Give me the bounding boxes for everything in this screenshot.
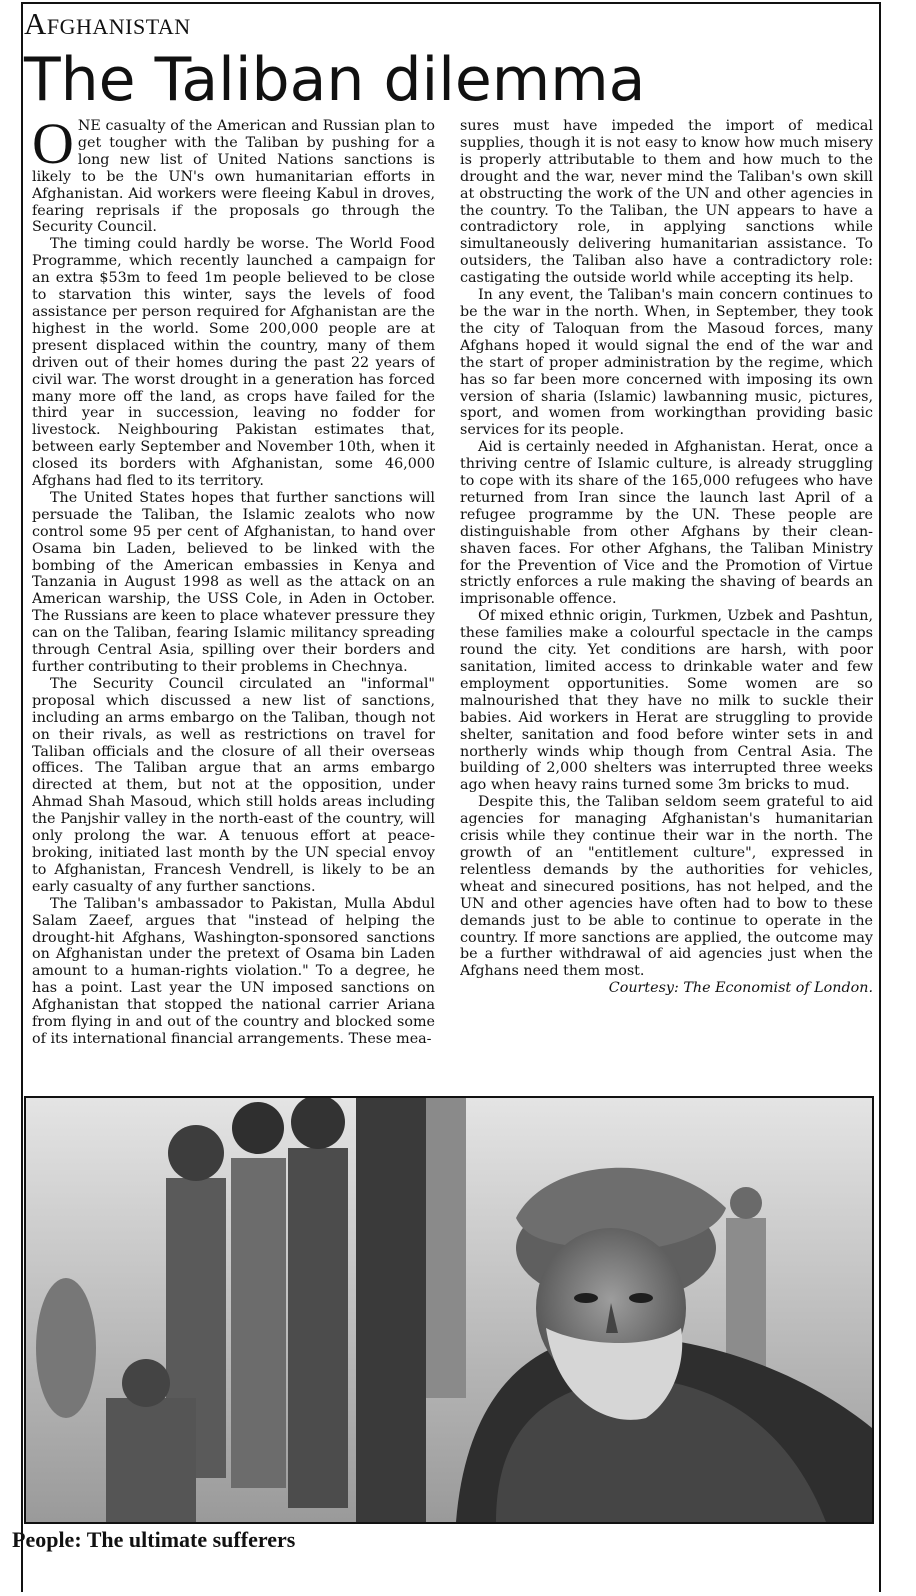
courtesy-credit: Courtesy: The Economist of London. bbox=[608, 980, 873, 997]
news-photo bbox=[24, 1096, 874, 1524]
photo-caption: People: The ultimate sufferers bbox=[12, 1527, 296, 1552]
body-paragraph: The timing could hardly be worse. The World Food Programme, which recently launched a campaign for an extra $53m to feed 1m people believed to be close to starvation this winter, says the levels of food assistance per person required for Afghanistan are the highest in the world. Some 200,000 people are at present displaced within the country, many of them driven out of their homes during the past 22 years of civil war. The worst drought in a generation has forced many more off the land, as crops have failed for the third year in succession, leaving no fodder for livestock. Neighbouring Pakistan estimates that, between early September and November 10th, when it closed its borders with Afghanistan, some 46,000 Afghans had fled to its territory. bbox=[32, 236, 435, 490]
lead-text: NE casualty of the American and Russian plan to get tougher with the Taliban by pushing for a long new list of United Nations sanctions is likely to be the UN's own humanitarian efforts in Afghanistan. Aid workers were fleeing Kabul in droves, fearing reprisals if the proposals go through the Security Council. bbox=[32, 118, 435, 236]
body-paragraph: Of mixed ethnic origin, Turkmen, Uzbek and Pashtun, these families make a colourful spectacle in the camps round the city. Yet conditions are harsh, with poor sanitation, limited access to drinkable water and few employment opportunities. Some women are so malnourished that they have no milk to suckle their babies. Aid workers in Herat are struggling to provide shelter, sanitation and food before winter sets in and northerly winds whip though from Central Asia. The building of 2,000 shelters was interrupted three weeks ago when heavy rains turned some 3m bricks to mud. bbox=[460, 608, 873, 794]
article-column-right bbox=[460, 118, 873, 1093]
headline: The Taliban dilemma bbox=[24, 45, 646, 115]
drop-cap: O bbox=[32, 118, 74, 176]
body-paragraph: Despite this, the Taliban seldom seem grateful to aid agencies for managing Afghanistan's humanitarian crisis while they continue their war in the north. The growth of an "entitlement culture", expressed in relentless demands by the authorities for vehicles, wheat and sinecured positions, has not helped, and the UN and other agencies have often had to bow to these demands just to be able to continue to operate in the country. If more sanctions are applied, the outcome may be a further withdrawal of aid agencies just when the Afghans need them most. bbox=[460, 794, 873, 980]
body-paragraph: The Taliban's ambassador to Pakistan, Mulla Abdul Salam Zaeef, argues that "instead of helping the drought-hit Afghans, Washington-sponsored sanctions on Afghanistan under the pretext of Osama bin Laden amount to a human-rights violation." To a degree, he has a point. Last year the UN imposed sanctions on Afghanistan that stopped the national carrier Ariana from flying in and out of the country and blocked some of its international financial arrangements. These mea- bbox=[32, 895, 435, 1047]
body-paragraph: The United States hopes that further sanctions will persuade the Taliban, the Islamic zealots who now control some 95 per cent of Afghanistan, to hand over Osama bin Laden, believed to be linked with the bombing of the American embassies in Kenya and Tanzania in August 1998 as well as the attack on an American warship, the USS Cole, in Aden in October. The Russians are keen to place whatever pressure they can on the Taliban, fearing Islamic militancy spreading through Central Asia, spilling over their borders and further contributing to their problems in Chechnya. bbox=[32, 489, 435, 675]
body-paragraph: In any event, the Taliban's main concern continues to be the war in the north. When, in September, they took the city of Taloquan from the Masoud forces, many Afghans hoped it would signal the end of the war and the start of proper administration by the regime, which has so far been more concerned with imposing its own version of sharia (Islamic) lawbanning music, pictures, sport, and women from workingthan providing basic services for its people. bbox=[460, 287, 873, 439]
lead-paragraph bbox=[32, 118, 435, 236]
body-paragraph: sures must have impeded the import of medical supplies, though it is not easy to know how much misery is properly attributable to them and how much to the drought and the war, never mind the Taliban's own skill at obstructing the work of the UN and other agencies in the country. To the Taliban, the UN appears to have a contradictory role, in applying sanctions while simultaneously delivering humanitarian assistance. To outsiders, the Taliban also have a contradictory role: castigating the outside world while accepting its help. bbox=[460, 118, 873, 287]
body-paragraph: Aid is certainly needed in Afghanistan. Herat, once a thriving centre of Islamic culture, is already struggling to cope with its share of the 165,000 refugees who have returned from Iran since the launch last April of a refugee programme by the UN. These people are distinguishable from other Afghans by their clean-shaven faces. For other Afghans, the Taliban Ministry for the Prevention of Vice and the Promotion of Virtue strictly enforces a rule making the shaving of beards an imprisonable offence. bbox=[460, 439, 873, 608]
body-paragraph: The Security Council circulated an "informal" proposal which discussed a new list of sanctions, including an arms embargo on the Taliban, though not on their rivals, as well as restrictions on travel for Taliban officials and the closure of all their overseas offices. The Taliban argue that an arms embargo directed at them, but not at the opposition, under Ahmad Shah Masoud, which still holds areas including the Panjshir valley in the north-east of the country, will only prolong the war. A tenuous effort at peace-broking, initiated last month by the UN special envoy to Afghanistan, Francesh Vendrell, is likely to be an early casualty of any further sanctions. bbox=[32, 675, 435, 895]
section-kicker: Afghanistan bbox=[24, 6, 191, 41]
article-column-left bbox=[32, 118, 435, 1096]
photo-illustration bbox=[26, 1098, 872, 1522]
